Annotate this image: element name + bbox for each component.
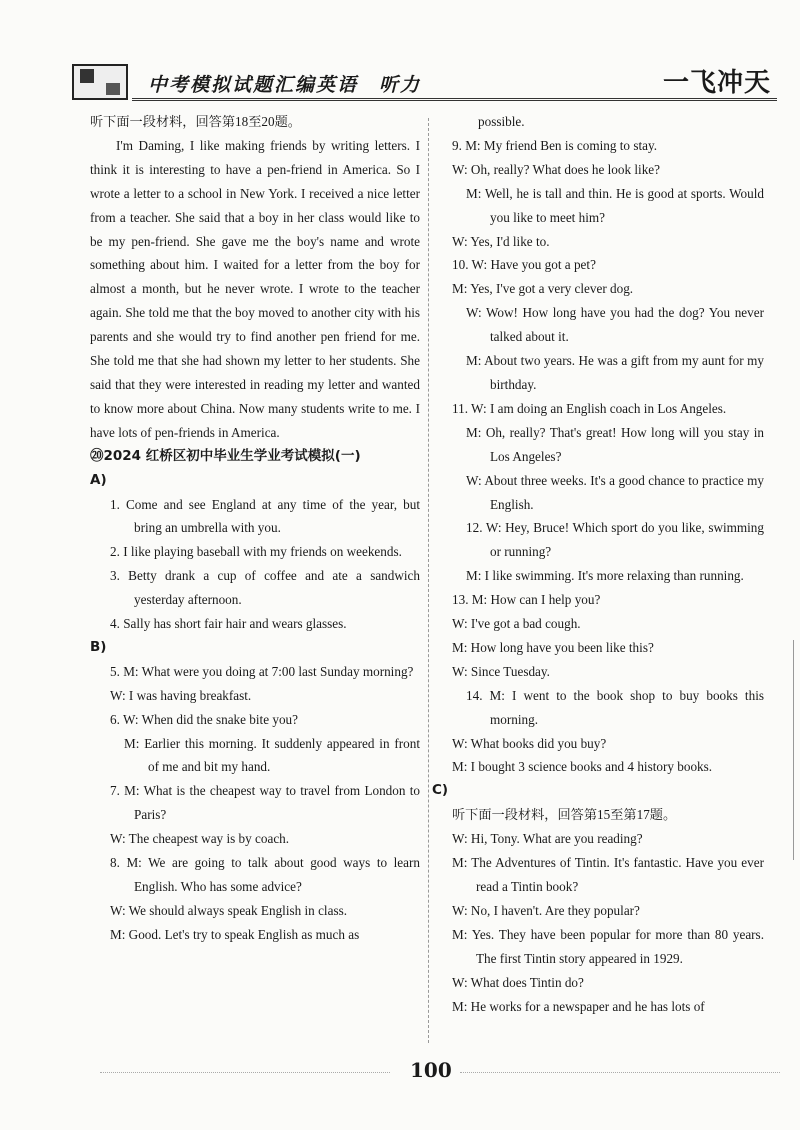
text-line: W: What does Tintin do? (452, 974, 584, 990)
text-line: M: The Adventures of Tintin. It's fantastic. Have you ever read a Tintin book? (452, 855, 764, 894)
part-a-list (90, 493, 420, 636)
text-line: W: About three weeks. It's a good chance to practice my English. (466, 472, 764, 512)
header-title: 中考模拟试题汇编英语 听力 (148, 74, 422, 96)
text-line: 12. W: Hey, Bruce! Which sport do you like, swimming or running? (466, 520, 764, 560)
text-line: 1. Come and see England at any time of the year, but bring an umbrella with you. (110, 496, 420, 536)
header-brand: 一飞冲天 (662, 68, 771, 98)
text-line: M: How long have you been like this? (452, 639, 654, 655)
text-line: 5. M: What were you doing at 7:00 last Sunday morning? (110, 663, 414, 679)
page-header (72, 58, 777, 106)
instruction-text: 听下面一段材料，回答第18至20题。 (90, 114, 301, 129)
passage (90, 134, 420, 445)
part-b-label: B) (90, 638, 107, 655)
text-line: M: I bought 3 science books and 4 history books. (452, 759, 713, 775)
text-line: W: The cheapest way is by coach. (110, 831, 290, 847)
binding-line (793, 640, 794, 860)
logo-icon (72, 64, 128, 100)
page-number: 100 (410, 1058, 452, 1082)
text-line: M: Earlier this morning. It suddenly appeared in front of me and bit my hand. (124, 735, 420, 775)
text-line: 2. I like playing baseball with my friends on weekends. (110, 544, 402, 560)
text-line: 9. M: My friend Ben is coming to stay. (452, 137, 657, 153)
text-line: M: Oh, really? That's great! How long will you stay in Los Angeles? (466, 424, 764, 464)
page-footer (100, 1058, 780, 1088)
text-line: M: I like swimming. It's more relaxing than running. (466, 568, 744, 584)
section-title: ⑳2024 红桥区初中毕业生学业考试模拟(一) (90, 447, 361, 464)
text-line: 7. M: What is the cheapest way to travel from London to Paris? (110, 783, 420, 823)
text-line: W: Hi, Tony. What are you reading? (452, 831, 643, 847)
column-divider (428, 118, 429, 1043)
text-line: 6. W: When did the snake bite you? (110, 711, 298, 727)
text-line: M: Good. Let's try to speak English as much as (110, 926, 360, 942)
text-line: M: Well, he is tall and thin. He is good at sports. Would you like to meet him? (466, 185, 764, 225)
text-line: 11. W: I am doing an English coach in Los Angeles. (452, 400, 727, 416)
dialogue-list (432, 110, 764, 1018)
text-line: W: No, I haven't. Are they popular? (452, 902, 640, 918)
text-line: M: Yes. They have been popular for more than 80 years. The first Tintin story appeared in 1929. (452, 926, 764, 966)
text-line: W: Oh, really? What does he look like? (452, 161, 660, 177)
text-line: M: He works for a newspaper and he has lots of (452, 998, 705, 1014)
text-line: 3. Betty drank a cup of coffee and ate a sandwich yesterday afternoon. (110, 568, 420, 608)
text-line: 13. M: How can I help you? (452, 592, 601, 608)
text-line: M: About two years. He was a gift from my aunt for my birthday. (466, 353, 764, 392)
text-line: 14. M: I went to the book shop to buy books this morning. (466, 687, 764, 727)
header-rule (132, 98, 777, 101)
text-line: possible. (478, 114, 525, 129)
right-column (432, 110, 764, 1018)
passage-paragraph: I'm Daming, I like making friends by writing letters. I think it is interesting to have a pen-friend in America. So I wrote a letter to a school in New York. I received a nice letter from a teacher. She said that a boy in her class would like to be my pen-friend. She gave me the boy's name and wrote something about him. I waited for a letter from the boy for almost a month, but he never wrote. I wrote to the teacher again. She told me that the boy moved to another city with his parents and she would try to find another pen friend for me. She told me that she had shown my letter to her students. She said that they were interested in reading my letter and wanted to know more about China. Now many students write to me. I have lots of pen-friends in America. (90, 137, 420, 440)
text-line: W: What books did you buy? (452, 735, 607, 751)
footer-rule-right (460, 1072, 780, 1073)
part-a-label: A) (90, 471, 107, 488)
text-line: 10. W: Have you got a pet? (452, 257, 596, 273)
left-column (90, 110, 420, 947)
text-line: W: Since Tuesday. (452, 663, 550, 679)
text-line: W: I've got a bad cough. (452, 616, 581, 632)
text-line: 8. M: We are going to talk about good ways to learn English. Who has some advice? (110, 855, 420, 894)
text-line: W: We should always speak English in class. (110, 902, 348, 918)
text-line: W: Yes, I'd like to. (452, 233, 550, 249)
text-line: W: I was having breakfast. (110, 687, 252, 703)
text-line: 听下面一段材料，回答第15至第17题。 (452, 807, 677, 823)
text-line: M: Yes, I've got a very clever dog. (452, 281, 634, 297)
text-line: 4. Sally has short fair hair and wears glasses. (110, 616, 347, 632)
text-line: C) (432, 782, 449, 799)
text-line: W: Wow! How long have you had the dog? You never talked about it. (466, 305, 764, 345)
part-b-list (90, 660, 420, 947)
footer-rule-left (100, 1072, 390, 1073)
